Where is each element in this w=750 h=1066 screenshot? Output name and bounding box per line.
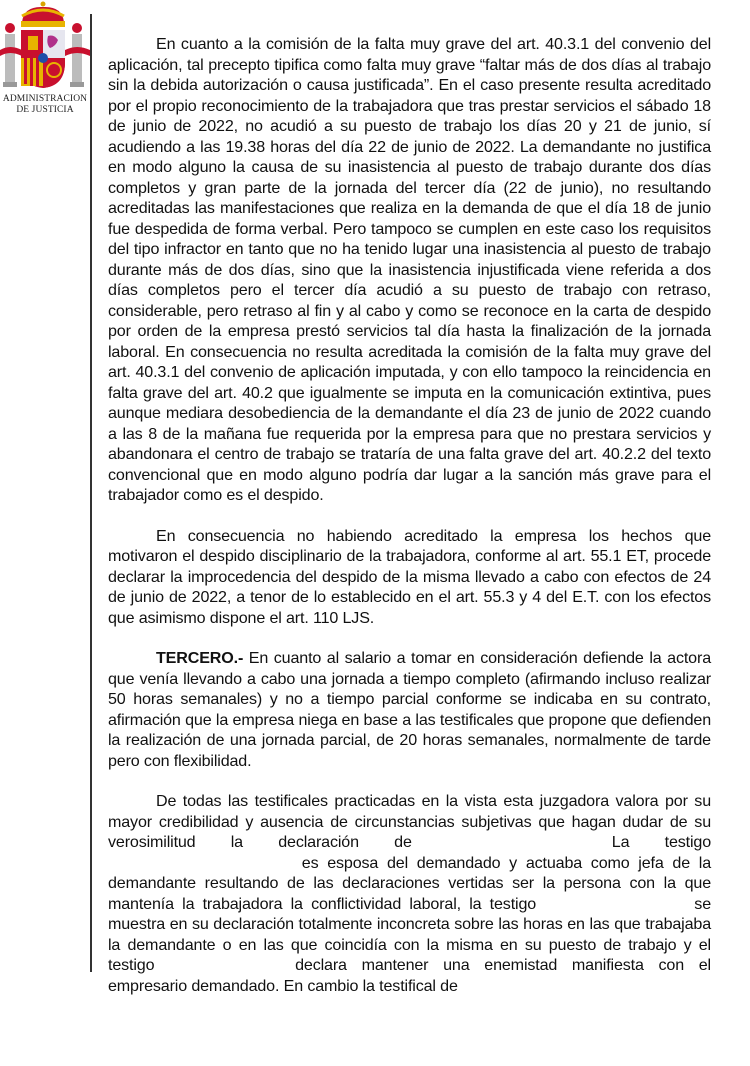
institution-line-1: ADMINISTRACION: [2, 94, 88, 104]
paragraph-improcedencia: En consecuencia no habiendo acreditado la empresa los hechos que motivaron el despido disciplinario de la trabajadora, conforme al art. 55.1 ET, procede declarar la improcedencia del despido de la misma llevado a cabo con efectos de 24 de junio de 2022, a tenor de lo establecido en el art. 55.3 y 4 del E.T. con los efectos que asimismo dispone el art. 110 LJS.: [108, 526, 711, 627]
institution-line-2: DE JUSTICIA: [16, 105, 74, 115]
paragraph-testificales: [108, 791, 711, 996]
paragraph-falta-muy-grave: En cuanto a la comisión de la falta muy grave del art. 40.3.1 del convenio del aplicación, tal precepto tipifica como falta muy grave “faltar más de dos días al trabajo sin la debida autorización o causa justificada”. En el caso presente resulta acreditado por el propio reconocimiento de la trabajadora que tras prestar servicios el sábado 18 de junio de 2022, no acudió a su puesto de trabajo los días 20 y 21 de junio, sí acudiendo a las 19.38 horas del día 22 de junio de 2022. La demandante no justifica en modo alguno la causa de su inasistencia al puesto de trabajo durante dos días completos y gran parte de la jornada del tercer día (22 de junio), no resultando acreditadas las manifestaciones que realiza en la demanda de que el día 18 de junio fue despedida de forma verbal. Pero tampoco se cumplen en este caso los requisitos del tipo infractor en tanto que no ha tenido lugar una inasistencia al puesto de trabajo durante más de dos días, sino que la inasistencia injustificada viene referida a dos días completos pero el tercer día acudió a su puesto de trabajo con retraso, considerable, pero retraso al fin y al cabo y como se reconoce en la carta de despido por orden de la empresa prestó servicios tal día hasta la finalización de la jornada laboral. En consecuencia no resulta acreditada la comisión de la falta muy grave del art. 40.3.1 del convenio de aplicación imputada, y con ello tampoco la reincidencia en falta grave del art. 40.2 que igualmente se imputa en la comunicación extintiva, pues aunque mediara desobediencia de la demandante el día 23 de junio de 2022 cuando a las 8 de la mañana fue requerida por la empresa para que no prestara servicios y abandonara el centro de trabajo se trataría de una falta grave del art. 40.2.2 del texto convencional que en modo alguno podría dar lugar a la sanción más grave para el trabajador como es el despido.: [108, 35, 711, 504]
paragraph-tercero: [108, 648, 711, 771]
margin-rule: [90, 14, 92, 972]
testificales-text-1: De todas las testificales practicadas en la vista esta juzgadora valora por su mayor credibilidad y ausencia de circunstancias subjetivas que hagan dudar de su verosimilitud la declaración de: [108, 792, 711, 851]
section-heading-tercero: TERCERO.-: [156, 649, 244, 667]
testificales-text-3: es esposa del demandado y actuaba como jefa de la demandante resultando de las declaraciones vertidas ser la persona con la que mantenía la trabajadora la conflictividad laboral, la testigo: [108, 853, 711, 913]
testificales-text-5: declara mantener una enemistad manifiesta con el empresario demandado. En cambio la testifical de: [108, 956, 711, 995]
coat-of-arms-icon: [0, 0, 90, 92]
testificales-text-2: La testigo: [611, 833, 711, 851]
document-body: [108, 34, 711, 996]
testificales-text-4: se muestra en su declaración totalmente inconcreta sobre las horas en las que trabajaba la demandante o en las que coincidía con la misma en su puesto de trabajo y el testigo: [108, 894, 711, 974]
institution-label: [0, 94, 90, 116]
paragraph-tercero-text: En cuanto al salario a tomar en consideración defiende la actora que venía llevando a cabo una jornada a tiempo completo (afirmando incluso realizar 50 horas semanales) y no a tiempo parcial conforme se indicaba en su contrato, afirmación que la empresa niega en base a las testificales que propone que defienden la realización de una jornada parcial, de 20 horas semanales, normalmente de tarde pero con flexibilidad.: [108, 649, 711, 770]
